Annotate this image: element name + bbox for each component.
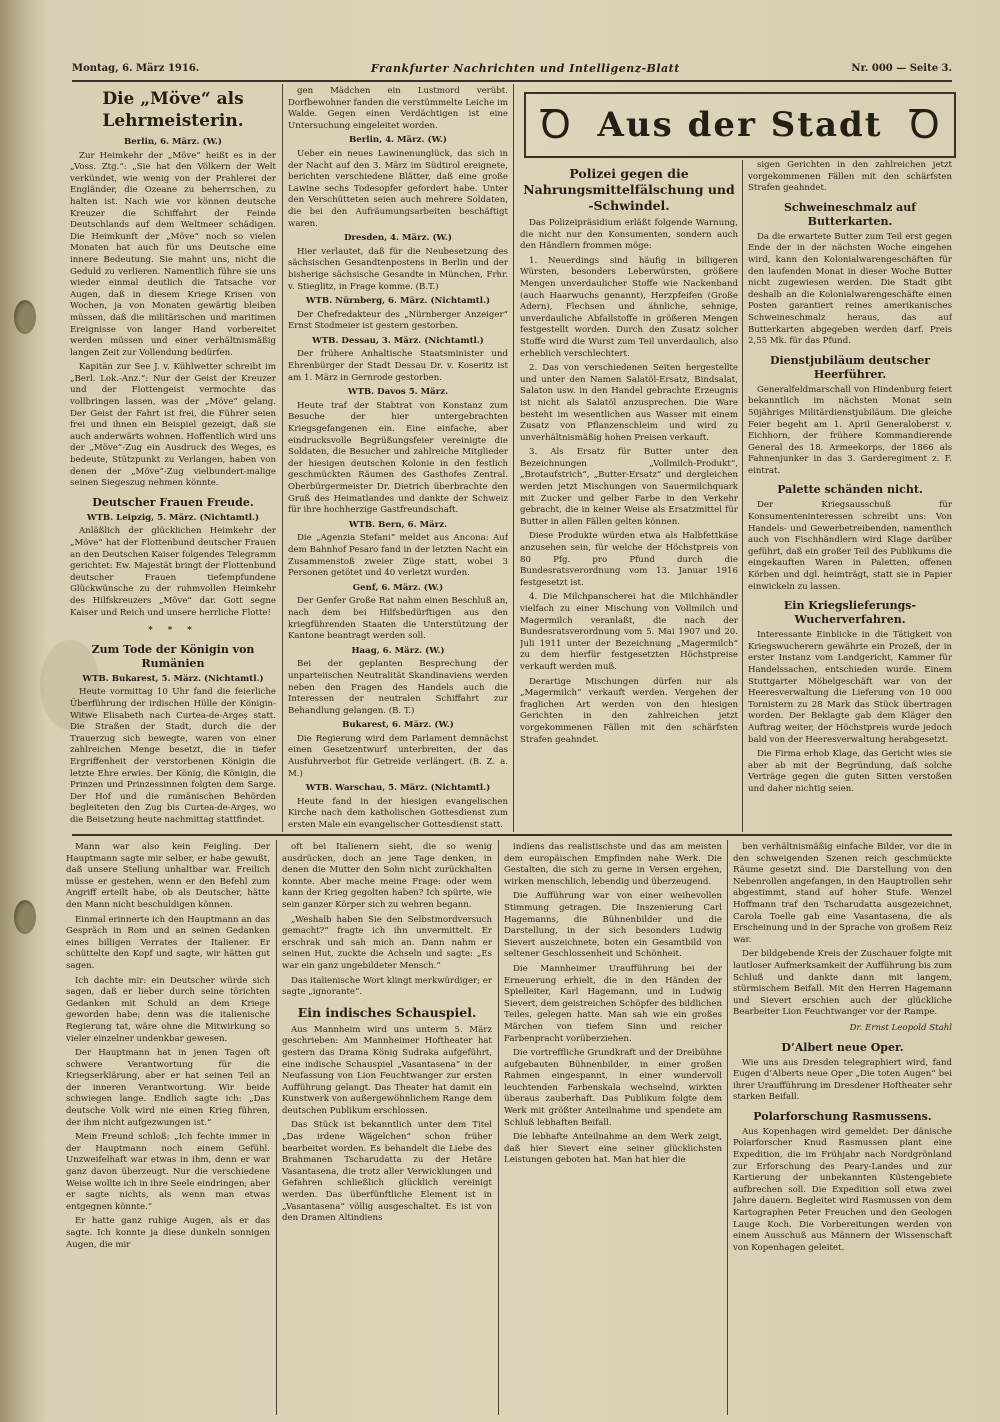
header-page-number: Nr. 000 — Seite 3. bbox=[851, 62, 952, 74]
article-title: Deutscher Frauen Freude. bbox=[92, 495, 254, 509]
paragraph: indiens das realistischste und das am meisten dem europäischen Empfinden nahe Werk. Die Gestalten, die sich zu gerne in Versen ergehen, wirken menschlich, lebendig und überzeugend. bbox=[504, 842, 722, 887]
article-title: Dienstjubiläum deutscher Heerführer. bbox=[769, 353, 931, 381]
article-title: Die „Möve“ als Lehrmeisterin. bbox=[102, 89, 244, 131]
paragraph: Kapitän zur See J. v. Kühlwetter schreibt im „Berl. Lok.-Anz.“: Nur der Geist der Kreuzer und der Flottengeist vermochte das vollbringen lassen, was der „Möve“ gelang. Der Geist der Fahrt ist frei, die Führer seien frei und ihnen ein Beispiel gezeigt, daß sie auch anderwärts wohnen. Hoffentlich wird uns der „Möve“-Zug ein Ausdruck des Weges, es bedeute, Stützpunkt zu Verlangen, haben von denen der „Möve“-Zug vielbundert-malige seinen Siegeszug nehmen könnte. bbox=[70, 362, 276, 489]
paragraph: Die Firma erhob Klage, das Gericht wies sie aber ab mit der Begründung, daß solche Verträge gegen die guten Sitten verstoßen und daher nichtig seien. bbox=[748, 749, 952, 794]
column-4 bbox=[748, 160, 952, 832]
paragraph: Einmal erinnerte ich den Hauptmann an das Gespräch in Rom und an seinen Gedanken eines billigen Verrates der Italiener. Er schüttelte den Kopf und sagte, wir hätten gut sagen. bbox=[66, 914, 270, 971]
paragraph: Interessante Einblicke in die Tätigkeit von Kriegswucherern gewährte ein Prozeß, der in erster Instanz vom Landgericht, Kammer für Handelssachen, entschieden wurde. Einem Stuttgarter Möbelgeschäft war von der Heeresverwaltung die Lieferung von 10 000 Tornistern zu 28 Mark das Stück übertragen worden. Der Beklagte gab dem Kläger den Auftrag weiter, der Höchstpreis wurde jedoch bald von der Heeresverwaltung herabgesetzt. bbox=[748, 630, 952, 745]
paragraph: Der bildgebende Kreis der Zuschauer folgte mit lautloser Aufmerksamkeit der Aufführung bis zum Schluß und dankte dann mit langem, stürmischem Beifall. Mit den Herren Hagemann und Sievert erschien auch der glückliche Bearbeiter Lion Feuchtwanger vor der Rampe. bbox=[733, 949, 952, 1018]
section-title: Aus der Stadt bbox=[597, 105, 883, 145]
paragraph: Mein Freund schloß: „Ich fechte immer in der Hauptmann noch einem Gefühl. Unzweifelhaft war etwas in ihm, denn er war ganz davon überzeugt. Nur die verschiedene Weise wollte ich in ihre Seele eindringen; aber er sagte nichts, als wenn man etwas entgegnen könnte.“ bbox=[66, 1132, 270, 1212]
paragraph: Das Polizeipräsidium erläßt folgende Warnung, die nicht nur den Konsumenten, sondern auch den Händlern frommen möge: bbox=[520, 218, 738, 252]
paragraph: Die Regierung wird dem Parlament demnächst einen Gesetzentwurf unterbreiten, der das Ausfuhrverbot für Getreide verlängert. (B. Z. a. M.) bbox=[288, 733, 508, 779]
dateline: Genf, 6. März. (W.) bbox=[352, 582, 444, 593]
column-1 bbox=[70, 86, 276, 832]
paragraph: Hier verlautet, daß für die Neubesetzung des sächsischen Gesandtenpostens in Berlin und der bisherige sächsische Gesandte in München, Frhr. v. Stieglitz, in Frage komme. (B.T.) bbox=[288, 246, 508, 292]
paragraph: Heute vormittag 10 Uhr fand die feierliche Überführung der irdischen Hülle der Königin-Witwe Elisabeth nach Curtea-de-Argeș statt. Die Straßen der Stadt, durch die der Trauerzug sich bewegte, waren von einer zahlreichen Menge besetzt, die in tiefer Ergriffenheit der verstorbenen Königin die letzte Ehre erwies. Der König, die Königin, die Prinzen und Prinzessinnen folgten dem Sarge. Der Hof und die rumänischen Behörden begleiteten den Zug bis Curtea-de-Argeș, wo die Beisetzung heute nachmittag stattfindet. bbox=[70, 687, 276, 825]
paragraph: oft bei Italienern sieht, die so wenig ausdrücken, doch an jene Tage denken, in denen die Mutter den Sohn nicht zurückhalten konnte. Aber mache meine Frage: oder wem kann der Krieg gegolten haben? Ich spürte, wie sein ganzer Körper sich zu wehren begann. bbox=[282, 842, 492, 910]
dateline: WTB. Bukarest, 5. März. (Nichtamtl.) bbox=[82, 673, 264, 684]
header-date: Montag, 6. März 1916. bbox=[72, 62, 200, 74]
dateline: WTB. Dessau, 3. März. (Nichtamtl.) bbox=[312, 335, 484, 346]
paragraph: Mann war also kein Feigling. Der Hauptmann sagte mir selber, er habe gewußt, daß unsere Stellung unhaltbar war. Freilich müsse er gestehen, wenn er den Befehl zum Angriff erteilt habe, ob als Deutscher, hätte den Mann nicht beschuldigen können. bbox=[66, 842, 270, 910]
dateline: Dresden, 4. März. (W.) bbox=[344, 233, 452, 244]
paragraph: Heute fand in der hiesigen evangelischen Kirche nach dem katholischen Gottesdienst zum ersten Male ein evangelischer Gottesdienst statt. bbox=[288, 796, 508, 831]
paragraph: Der Hauptmann hat in jenen Tagen oft schwere Verantwortung für die Kriegserklärung, aber er hat seinen Teil an der inneren Verantwortung. Wir beide schwiegen lange. Endlich sagte ich: „Das deutsche Volk wird nie einen Krieg führen, der ihm nicht aufgezwungen ist.“ bbox=[66, 1048, 270, 1128]
paragraph: Der Genfer Große Rat nahm einen Beschluß an, nach dem bei Hilfsbedürftigen aus den kriegführenden Staaten die Unterstützung der Kantone beantragt werden soll. bbox=[288, 596, 508, 642]
paragraph: gen Mädchen ein Lustmord verübt. Dorfbewohner fanden die verstümmelte Leiche im Walde. Gegen einen Verdächtigen ist eine Untersuchung eingeleitet worden. bbox=[288, 86, 508, 131]
article-title: Ein indisches Schauspiel. bbox=[297, 1004, 477, 1020]
paragraph: Diese Produkte würden etwa als Halbfettkäse anzusehen sein, für welche der Höchstpreis von 80 Pfg. pro Pfund durch die Bundesratsverordnung vom 13. Januar 1916 festgesetzt ist. bbox=[520, 531, 738, 588]
paragraph: Der frühere Anhaltische Staatsminister und Ehrenbürger der Stadt Dessau Dr. v. Koseritz ist am 1. März in Gernrode gestorben. bbox=[288, 349, 508, 383]
page-header bbox=[72, 56, 952, 82]
article-title: Schweineschmalz auf Butterkarten. bbox=[783, 200, 917, 228]
column-rule bbox=[513, 84, 514, 832]
binding-hole bbox=[14, 300, 36, 334]
author-signature: Dr. Ernst Leopold Stahl bbox=[849, 1022, 952, 1033]
article-title: D’Albert neue Oper. bbox=[781, 1040, 904, 1054]
paragraph: Der Chefredakteur des „Nürnberger Anzeiger“ Ernst Stodmeier ist gestern gestorben. bbox=[288, 309, 508, 332]
paragraph: Das italienische Wort klingt merkwürdiger; er sagte „ignorante“. bbox=[282, 975, 492, 998]
column-rule bbox=[727, 840, 728, 1415]
feuilleton-column-2 bbox=[282, 842, 492, 1414]
dateline: Berlin, 6. März. (W.) bbox=[124, 137, 222, 147]
paragraph: Da die erwartete Butter zum Teil erst gegen Ende der in der nächsten Woche eingehen wird, kann den Kolonialwarengeschäften für den laufenden Monat in dieser Woche Butter nicht zugewiesen werden. Die Stadt gibt deshalb an die Kolonialwarengeschäfte einen Posten garantiert reines amerikanisches Schweineschmalz heraus, das auf Butterkarten abgegeben werden darf. Preis 2,55 Mk. für das Pfund. bbox=[748, 231, 952, 347]
column-rule bbox=[276, 840, 277, 1415]
section-separator: * * * bbox=[148, 625, 198, 636]
dateline: Berlin, 4. März. (W.) bbox=[349, 135, 447, 146]
dateline: WTB. Warschau, 5. März. (Nichtamtl.) bbox=[305, 783, 491, 794]
paragraph: Die lebhafte Anteilnahme an dem Werk zeigt, daß hier Sievert eine seiner glücklichsten Leistungen geboten hat. Man hat hier die bbox=[504, 1132, 722, 1166]
paragraph: ben verhältnismäßig einfache Bilder, vor die in den schweigenden Szenen reich geschmückte Räume gesetzt sind. Die Darstellung von den Nebenrollen angefangen, in den Hauptrollen sehr abgestimmt, stand auf hoher Stufe. Wenzel Hoffmann traf den Tscharudatta ausgezeichnet, Carola Toelle gab eine Vasantasena, die als Erscheinung und in der Sprache von großem Reiz war. bbox=[733, 842, 952, 945]
column-2 bbox=[288, 86, 508, 832]
paragraph: Ueber ein neues Lawinenunglück, das sich in der Nacht auf den 3. März im Südtirol ereignete, berichten verschiedene Blätter, daß eine große Lawine sechs Todesopfer gefordert habe. Unter den Verschütteten seien auch mehrere Soldaten, die bei den Aufräumungsarbeiten beschäftigt waren. bbox=[288, 148, 508, 229]
article-title: Palette schänden nicht. bbox=[777, 483, 923, 497]
article-title: Polizei gegen die Nahrungsmittelfälschung und -Schwindel. bbox=[523, 166, 735, 213]
feuilleton-column-3 bbox=[504, 842, 722, 1414]
paragraph: Aus Mannheim wird uns unterm 5. März geschrieben: Am Mannheimer Hoftheater hat gestern das Drama König Sudraka aufgeführt, eine indische Schauspiel „Vasantasena“ in der Neufassung von Lion Feuchtwanger zur ersten Aufführung gelangt. Das Theater hat damit ein Kunstwerk von außergewöhnlichem Range dem deutschen Publikum erschlossen. bbox=[282, 1024, 492, 1116]
binding-edge bbox=[0, 0, 46, 1422]
dateline: WTB. Leipzig, 5. März. (Nichtamtl.) bbox=[86, 512, 260, 523]
paragraph: Die Aufführung war von einer weihevollen Stimmung getragen. Die Inszenierung Carl Hagemanns, die Bühnenbilder und die Darstellung, in der sich besonders Ludwig Sievert auszeichnete, boten ein Gesamtbild von seltener Geschlossenheit und Schönheit. bbox=[504, 891, 722, 960]
paragraph: „Weshalb haben Sie den Selbstmordversuch gemacht?“ fragte ich ihn unvermittelt. Er erschrak und sah mich an. Dann nahm er seinen Hut, zuckte die Achseln und sagte: „Es war ein ganz ungebildeter Mensch.“ bbox=[282, 914, 492, 971]
paragraph: Bei der geplanten Besprechung der unparteiischen Neutralität Skandinaviens werden neben den Fragen des Handels auch die Interessen der neutralen Schiffahrt zur Behandlung gelangen. (B. T.) bbox=[288, 659, 508, 716]
ornament-icon: Ꝺ bbox=[540, 102, 572, 148]
paragraph: sigen Gerichten in den zahlreichen jetzt vorgekommenen Fällen mit den schärfsten Strafen geahndet. bbox=[748, 160, 952, 194]
paragraph: 4. Die Milchpanscherei hat die Milchhändler vielfach zu einer Mischung von Vollmilch und Magermilch veranlaßt, die nach der Bundesratsverordnung vom 5. Mai 1907 und 20. Juli 1911 unter der Bezeichnung „Magermilch“ zu dem hierfür festgesetzten Höchstpreise verkauft werden muß. bbox=[520, 592, 738, 672]
dateline: WTB. Bern, 6. März. bbox=[348, 519, 448, 530]
paragraph: Zur Heimkehr der „Möve“ heißt es in der „Voss. Ztg.“: „Sie hat den Völkern der Welt verkündet, wie wenig von der Prahlerei der Engländer, die Ozeane zu beherrschen, zu halten ist. Nach wie vor können deutsche Kreuzer die Schiffahrt der Feinde Deutschlands auf dem Weltmeer schädigen. Die Heimkunft der „Möve“ noch so vielen Monaten hat auch für uns Deutsche eine innere Bedeutung. Sie mahnt uns, nicht die Geduld zu verlieren. Namentlich führe sie uns wieder einmal deutlich die Tatsache vor Augen, daß in diesem Kriege Krisen von Wochen, ja von Monaten gewärtig bleiben müssen, daß die militärischen und maritimen Ereignisse von langer Hand vorbereitet werden müssen und einer verhältnismäßig langen Zeit zur Vollendung bedürfen. bbox=[70, 150, 276, 358]
feuilleton-column-4 bbox=[733, 842, 952, 1414]
article-title: Zum Tode der Königin von Rumänien bbox=[91, 642, 255, 670]
paragraph: 1. Neuerdings sind häufig in billigeren Würsten, besonders Leberwürsten, größere Mengen unverdaulicher Stoffe wie Nackenband (auch Haarwuchs genannt), Herzpfeifen (Große Adern), Flechsen und ähnliche, sehnige, unverdauliche Abfallstoffe in größeren Mengen festgestellt worden. Durch den Zusatz solcher Stoffe wird die Wurst zum Teil unverdaulich, also erheblich verschlechtert. bbox=[520, 255, 738, 359]
dateline: Haag, 6. März. (W.) bbox=[351, 645, 445, 656]
paragraph: Wie uns aus Dresden telegraphiert wird, fand Eugen d’Alberts neue Oper „Die toten Augen“ bei ihrer Uraufführung im Dresdener Hoftheater sehr starken Beifall. bbox=[733, 1057, 952, 1103]
header-masthead: Frankfurter Nachrichten und Intelligenz-Blatt bbox=[370, 61, 680, 75]
column-rule bbox=[742, 160, 743, 832]
column-3 bbox=[520, 160, 738, 832]
binding-hole bbox=[14, 900, 36, 934]
paragraph: Die vortreffliche Grundkraft und der Dreibühne aufgebauten Bühnenbilder, in einer großen Rahmen eingespannt, in einer wundervoll leuchtenden Farbenskala wechselnd, wirkten überaus zauberhaft. Das Publikum folgte dem Werk mit größter Anteilnahme und spendete am Schluß lebhaften Beifall. bbox=[504, 1048, 722, 1128]
section-rule bbox=[72, 834, 952, 836]
paragraph: 2. Das von verschiedenen Seiten hergestellte und unter den Namen Salatöl-Ersatz, Bindsalat, Salaton usw. in den Handel gebrachte Erzeugnis ist nicht als Salatöl anzusprechen. Die Ware besteht im wesentlichen aus Wasser mit einem Zusatz von Pflanzenschleim und wird zu unverhältnismäßig hohen Preisen verkauft. bbox=[520, 363, 738, 443]
paragraph: Aus Kopenhagen wird gemeldet: Der dänische Polarforscher Knud Rasmussen plant eine Expedition, die im Frühjahr nach Nordgrönland zur Erforschung des Peary-Landes und zur Kartierung der unbekannten Küstengebiete aufbrechen soll. Die Expedition soll etwa zwei Jahre dauern. Begleitet wird Rasmussen von dem Kartographen Peter Freuchen und den Geologen Lauge Koch. Die Vorbereitungen werden von einem Ausschuß aus Männern der Wissenschaft von Kopenhagen geleitet. bbox=[733, 1126, 952, 1253]
dateline: WTB. Davos 5. März. bbox=[347, 387, 449, 398]
column-rule bbox=[498, 840, 499, 1415]
paragraph: Der Kriegsausschuß für Konsumenteninteressen schreibt uns: Von Handels- und Gewerbetreibenden, namentlich auch von Fischhändlern wird Klage darüber geführt, daß ein großer Teil des Publikums die eingekauften Waren in Paletten, offenen Körben und dgl. heimträgt, statt sie in Papier einwickeln zu lassen. bbox=[748, 500, 952, 592]
paragraph: Die Mannheimer Uraufführung bei der Erneuerung erhielt, die in den Händen der Spielleiter, Karl Hagemann, und in Ludwig Sievert, dem geistreichen Schöpfer des bildlichen Teiles, gelegen hatte. Man sah wie ein großes Märchen von tiefem Sinn und reicher Farbenpracht vorüberziehen. bbox=[504, 963, 722, 1044]
ornament-icon: Ꝺ bbox=[908, 102, 940, 148]
paragraph: Derartige Mischungen dürfen nur als „Magermilch“ verkauft werden. Vergehen der fraglichen Art werden von den hiesigen Gerichten in den zahlreichen jetzt vorgekommenen Fällen mit den schärfsten Strafen geahndet. bbox=[520, 676, 738, 745]
dateline: WTB. Nürnberg, 6. März. (Nichtamtl.) bbox=[305, 296, 491, 307]
paragraph: Ich dachte mir: ein Deutscher würde sich sagen, daß er lieber durch seine törichten Gedanken mit Schuld an dem Kriege geworden habe; denn was die italienische Regierung tat, wäre ohne die Mitwirkung so vieler einzelner undenkbar gewesen. bbox=[66, 975, 270, 1044]
dateline: Bukarest, 6. März. (W.) bbox=[342, 720, 454, 731]
feuilleton-column-1 bbox=[66, 842, 270, 1414]
column-rule bbox=[282, 84, 283, 832]
section-banner bbox=[524, 92, 956, 158]
paragraph: Heute traf der Stabtrat von Konstanz zum Besuche der hier untergebrachten Kriegsgefangenen ein. Eine einfache, aber eindrucksvolle Begrüßungsfeier vereinigte die Soldaten, die Besucher und zahlreiche Mitglieder der hiesigen deutschen Kolonie in den festlich geschmückten Räumen des Gasthofes Zentral. Oberbürgermeister Dr. Dietrich überbrachte den Gruß des Heimatlandes und dankte der Schweiz für ihre hochherzige Gastfreundschaft. bbox=[288, 400, 508, 516]
paragraph: Er hatte ganz ruhige Augen, als er das sagte. Ich konnte ja diese dunkeln sonnigen Augen, die mir bbox=[66, 1216, 270, 1250]
paragraph: 3. Als Ersatz für Butter unter den Bezeichnungen „Vollmilch-Produkt“, „Brotaufstrich“, „Butter-Ersatz“ und dergleichen werden jetzt Mischungen von Sauermilchquark mit Zucker und gelber Farbe in den Verkehr gebracht, die in keiner Weise als Ersatzmittel für Butter in allen Fällen gelten können. bbox=[520, 447, 738, 527]
paragraph: Anläßlich der glücklichen Heimkehr der „Möve“ hat der Flottenbund deutscher Frauen an den Deutschen Kaiser folgendes Telegramm gerichtet: Ew. Majestät bringt der Flottenbund deutscher Frauen tiefempfundene Glückwünsche zu der ruhmvollen Heimkehr des Hilfskreuzers „Möve“ dar. Gott segne Kaiser und Reich und unsere herrliche Flotte! bbox=[70, 526, 276, 618]
paragraph: Die „Agenzia Stefani“ meldet aus Ancona: Auf dem Bahnhof Pesaro fand in der letzten Nacht ein Zusammenstoß zweier Züge statt, wobei 3 Personen getötet und 40 verletzt wurden. bbox=[288, 533, 508, 579]
article-title: Ein Kriegslieferungs-Wucherverfahren. bbox=[783, 599, 917, 627]
paragraph: Generalfeldmarschall von Hindenburg feiert bekanntlich im nächsten Monat sein 50jähriges Militärdienstjubiläum. Die gleiche Feier begeht am 1. April Generaloberst v. Eichhorn, der frühere Kommandierende General des 18. Armeekorps, der 1866 als Fahnenjunker in das 3. Garderegiment z. F. eintrat. bbox=[748, 384, 952, 476]
article-title: Polarforschung Rasmussens. bbox=[753, 1109, 932, 1123]
paragraph: Das Stück ist bekanntlich unter dem Titel „Das irdene Wägelchen“ schon früher bearbeitet worden. Es behandelt die Liebe des Brahmanen Tscharudatta zu der Hetäre Vasantasena, die trotz aller Verwicklungen und Gefahren schließlich glücklich vereinigt werden. Das überfünftliche Element ist in „Vasantasena“ völlig ausgeschaltet. Es ist von den Dramen Altindiens bbox=[282, 1120, 492, 1224]
